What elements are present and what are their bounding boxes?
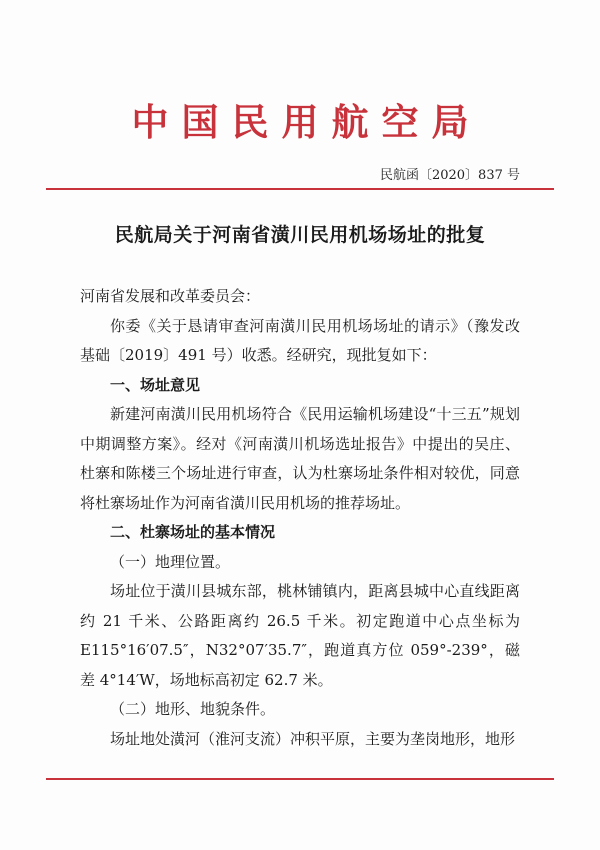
- document-body: [80, 282, 520, 754]
- footer-divider: [46, 778, 554, 780]
- addressee: 河南省发展和改革委员会：: [80, 287, 261, 305]
- header-divider: [46, 188, 554, 190]
- paragraph-intro: 你委《关于恳请审查河南潢川民用机场场址的请示》（豫发改基础〔2019〕491 号）收悉。经研究，现批复如下：: [80, 316, 520, 364]
- paragraph-terrain: 场址地处潢河（淮河支流）冲积平原，主要为垄岗地形，地形: [110, 729, 516, 748]
- subsection-heading-terrain: （二）地形、地貌条件。: [110, 700, 276, 718]
- section-heading-2: 二、杜寨场址的基本情况: [110, 523, 276, 541]
- section-heading-1: 一、场址意见: [110, 375, 201, 394]
- agency-masthead: 中国民用航空局: [131, 100, 482, 144]
- subsection-heading-location: （一）地理位置。: [110, 552, 231, 571]
- paragraph-location: 场址位于潢川县城东部，桃林铺镇内，距离县城中心直线距离约 21 千米、公路距离约 26.5 千米。初定跑道中心点坐标为 E115°16′07.5″，N32°07′35.7″，跑道真方位 059°-239°，磁差 4°14′W，场地标高初定 62.7 米。: [80, 582, 520, 689]
- document-title: 民航局关于河南省潢川民用机场场址的批复: [114, 224, 486, 246]
- document-number: 民航函〔2020〕837 号: [379, 168, 520, 183]
- paragraph-site-opinion: 新建河南潢川民用机场符合《民用运输机场建设“十三五”规划中期调整方案》。经对《河南潢川机场选址报告》中提出的吴庄、杜寨和陈楼三个场址进行审查，认为杜寨场址条件相对较优，同意将杜寨场址作为河南省潢川民用机场的推荐场址。: [80, 405, 520, 512]
